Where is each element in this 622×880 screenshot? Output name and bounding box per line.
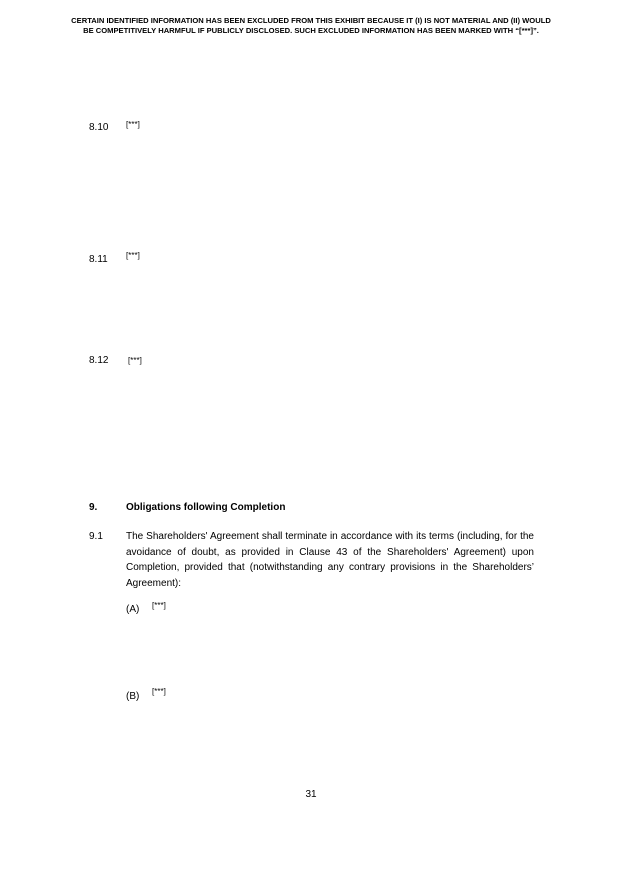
clause-text-8-10: [***]: [126, 120, 140, 129]
clause-text-8-12: [***]: [128, 356, 142, 365]
clause-number-8-11: 8.11: [89, 254, 108, 265]
disclaimer-line-1: CERTAIN IDENTIFIED INFORMATION HAS BEEN EXCLUDED FROM THIS EXHIBIT BECAUSE IT (I) IS NOT MATERIAL AND (II) WOULD: [71, 16, 551, 25]
clause-number-8-12: 8.12: [89, 355, 109, 366]
subitem-text-a: [***]: [152, 601, 166, 610]
subitem-label-b: (B): [126, 691, 140, 702]
clause-text-9-1: The Shareholders' Agreement shall terminate in accordance with its terms (including, for the avoidance of doubt, as provided in Clause 43 of the Shareholders' Agreement) upon Completion, provided that (notwithstanding any contrary provisions in the Shareholders’ Agreement):: [126, 531, 534, 589]
subitem-label-a: (A): [126, 604, 140, 615]
page-number: 31: [305, 789, 317, 800]
exhibit-disclaimer-header: [20, 16, 602, 36]
disclaimer-line-2: BE COMPETITIVELY HARMFUL IF PUBLICLY DISCLOSED. SUCH EXCLUDED INFORMATION HAS BEEN MARKED WITH “[***]”.: [83, 26, 539, 35]
clause-number-9-1: 9.1: [89, 531, 103, 542]
clause-number-8-10: 8.10: [89, 122, 109, 133]
clause-text-8-11: [***]: [126, 251, 140, 260]
section-number-9: 9.: [89, 502, 98, 513]
subitem-text-b: [***]: [152, 687, 166, 696]
section-title-9: Obligations following Completion: [126, 502, 286, 513]
